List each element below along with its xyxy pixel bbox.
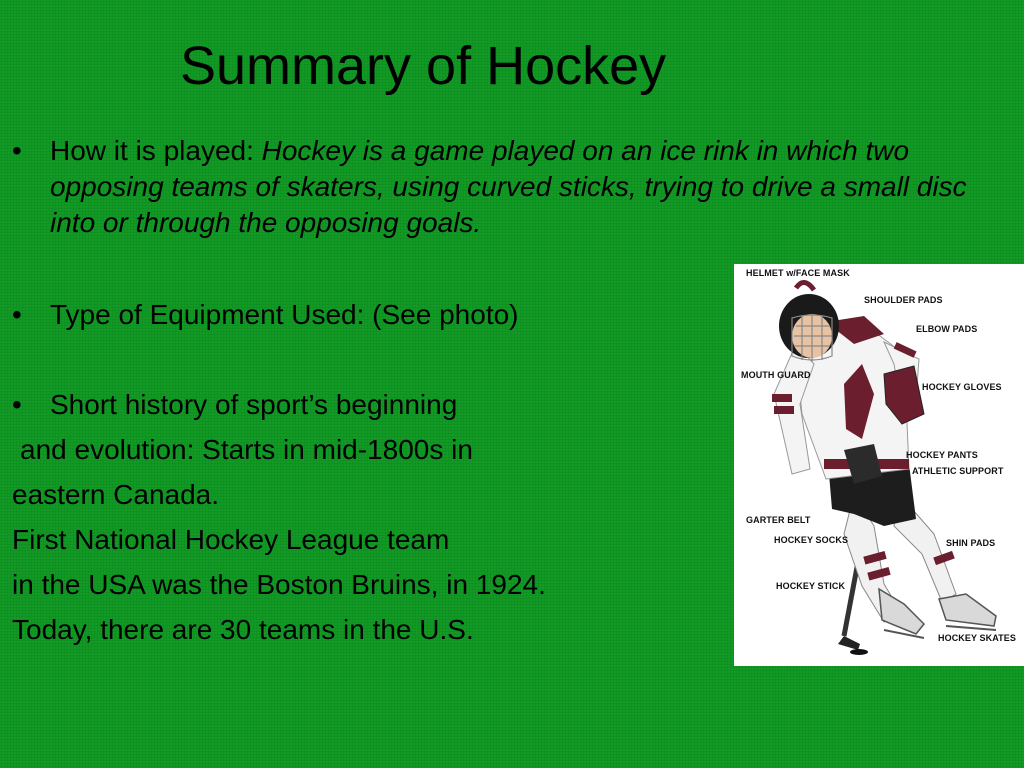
- history-line-1: and evolution: Starts in mid-1800s in: [20, 434, 473, 465]
- sleeve-stripe: [774, 406, 794, 414]
- equipment-photo: [734, 264, 1024, 666]
- label-hockey-stick: HOCKEY STICK: [776, 581, 846, 591]
- bullet-dot: •: [12, 299, 22, 330]
- bullet-how-played: [12, 133, 992, 241]
- bullet-how-played-label: How it is played:: [50, 135, 262, 166]
- label-garter-belt: GARTER BELT: [746, 515, 811, 525]
- bullet-history: [12, 387, 457, 423]
- bullet-dot: •: [12, 135, 22, 166]
- history-line-4: in the USA was the Boston Bruins, in 1924.: [12, 569, 546, 600]
- bullet-how-played-text: [12, 133, 992, 241]
- bullet-history-text: Short history of sport’s beginning: [50, 389, 458, 420]
- front-skate: [879, 589, 924, 634]
- bullet-dot: •: [12, 389, 22, 420]
- label-hockey-skates: HOCKEY SKATES: [938, 633, 1016, 643]
- label-hockey-socks: HOCKEY SOCKS: [774, 535, 849, 545]
- label-shoulder-pads: SHOULDER PADS: [864, 295, 943, 305]
- label-hockey-pants: HOCKEY PANTS: [906, 450, 978, 460]
- label-mouth-guard: MOUTH GUARD: [741, 370, 811, 380]
- history-line-2: eastern Canada.: [12, 479, 220, 510]
- puck: [850, 649, 868, 655]
- bullet-equipment-text: Type of Equipment Used: (See photo): [50, 299, 519, 330]
- label-elbow-pads: ELBOW PADS: [916, 324, 978, 334]
- history-line-3: First National Hockey League team: [12, 524, 450, 555]
- sleeve-stripe: [772, 394, 792, 402]
- rear-blade: [946, 626, 996, 630]
- label-hockey-gloves: HOCKEY GLOVES: [922, 382, 1002, 392]
- rear-skate: [939, 594, 996, 626]
- label-helmet: HELMET w/FACE MASK: [746, 268, 850, 278]
- hockey-stick-blade: [838, 636, 860, 650]
- helmet-decal: [796, 282, 814, 290]
- bullet-how-played-description: Hockey is a game played on an ice rink in which two opposing teams of skaters, using curved sticks, trying to drive a small disc into or through the opposing goals.: [50, 135, 967, 238]
- history-line-5: Today, there are 30 teams in the U.S.: [12, 614, 474, 645]
- hockey-player-illustration: [734, 264, 1024, 666]
- slide-title: Summary of Hockey: [180, 36, 667, 96]
- label-shin-pads: SHIN PADS: [946, 538, 996, 548]
- bullet-equipment: [12, 297, 519, 333]
- label-athletic-support: ATHLETIC SUPPORT: [912, 466, 1004, 476]
